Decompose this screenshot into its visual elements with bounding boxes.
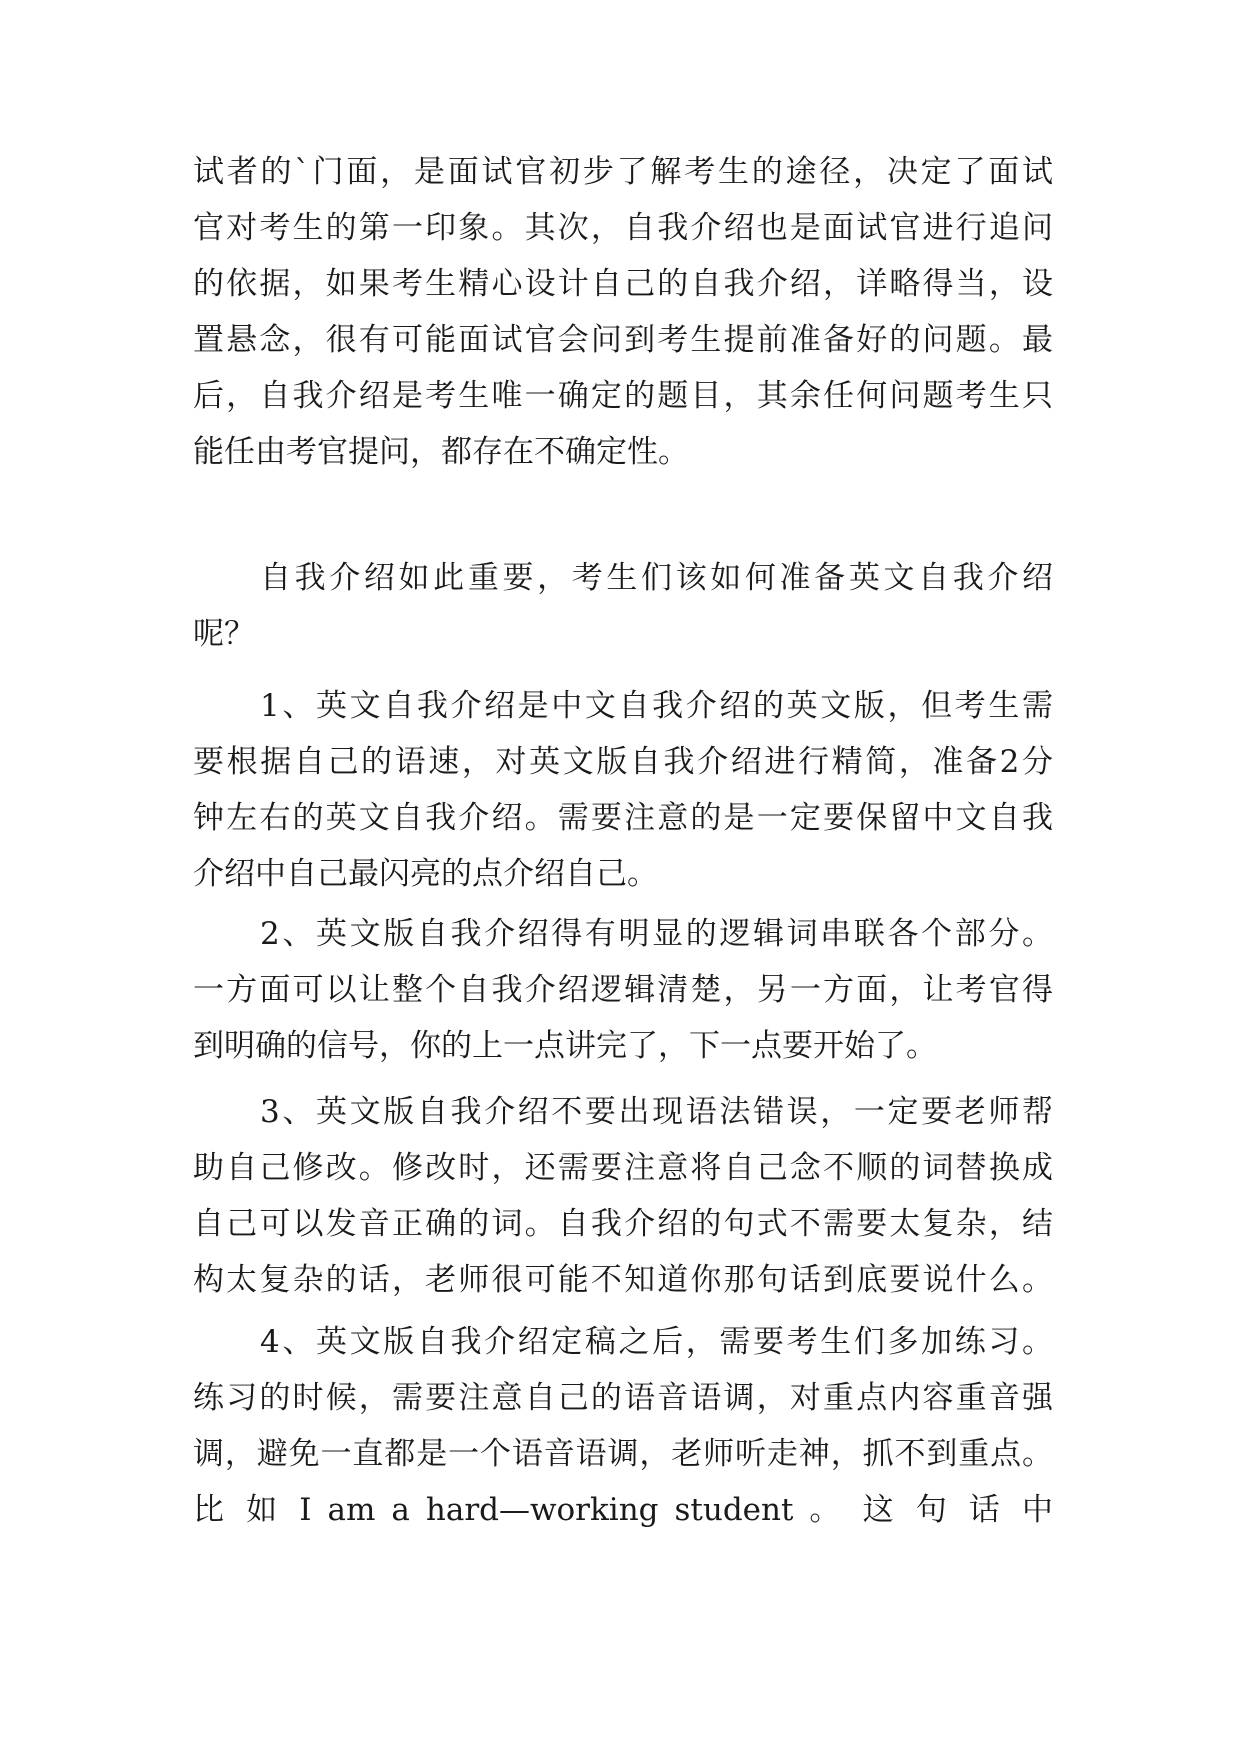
- text-line: 的依据，如果考生精心设计自己的自我介绍，详略得当，设: [193, 266, 1053, 302]
- text-line: 能任由考官提问，都存在不确定性。: [193, 434, 689, 470]
- text-line: 4、英文版自我介绍定稿之后，需要考生们多加练习。: [260, 1324, 1053, 1360]
- text-line: 比 如 I am a hard—working student 。 这 句 话 中: [193, 1492, 1053, 1528]
- text-line: 自我介绍如此重要，考生们该如何准备英文自我介绍: [260, 560, 1053, 596]
- text-line: 后，自我介绍是考生唯一确定的题目，其余任何问题考生只: [193, 378, 1053, 414]
- text-line: 自己可以发音正确的词。自我介绍的句式不需要太复杂，结: [193, 1206, 1053, 1242]
- text-line: 构太复杂的话，老师很可能不知道你那句话到底要说什么。: [193, 1262, 1053, 1298]
- text-line: 练习的时候，需要注意自己的语音语调，对重点内容重音强: [193, 1380, 1053, 1416]
- text-line: 一方面可以让整个自我介绍逻辑清楚，另一方面，让考官得: [193, 972, 1053, 1008]
- text-line: 呢？: [193, 616, 255, 652]
- text-line: 2、英文版自我介绍得有明显的逻辑词串联各个部分。: [260, 916, 1053, 952]
- text-line: 钟左右的英文自我介绍。需要注意的是一定要保留中文自我: [193, 800, 1053, 836]
- text-line: 3、英文版自我介绍不要出现语法错误，一定要老师帮: [260, 1094, 1053, 1130]
- text-line: 1、英文自我介绍是中文自我介绍的英文版，但考生需: [260, 688, 1053, 724]
- text-line: 助自己修改。修改时，还需要注意将自己念不顺的词替换成: [193, 1150, 1053, 1186]
- text-line: 置悬念，很有可能面试官会问到考生提前准备好的问题。最: [193, 322, 1053, 358]
- text-line: 介绍中自己最闪亮的点介绍自己。: [193, 856, 658, 892]
- text-line: 到明确的信号，你的上一点讲完了，下一点要开始了。: [193, 1028, 937, 1064]
- text-line: 官对考生的第一印象。其次，自我介绍也是面试官进行追问: [193, 210, 1053, 246]
- text-line: 要根据自己的语速，对英文版自我介绍进行精简，准备2分: [193, 744, 1053, 780]
- text-line: 调，避免一直都是一个语音语调，老师听走神，抓不到重点。: [193, 1436, 1053, 1472]
- text-line: 试者的`门面，是面试官初步了解考生的途径，决定了面试: [193, 154, 1053, 190]
